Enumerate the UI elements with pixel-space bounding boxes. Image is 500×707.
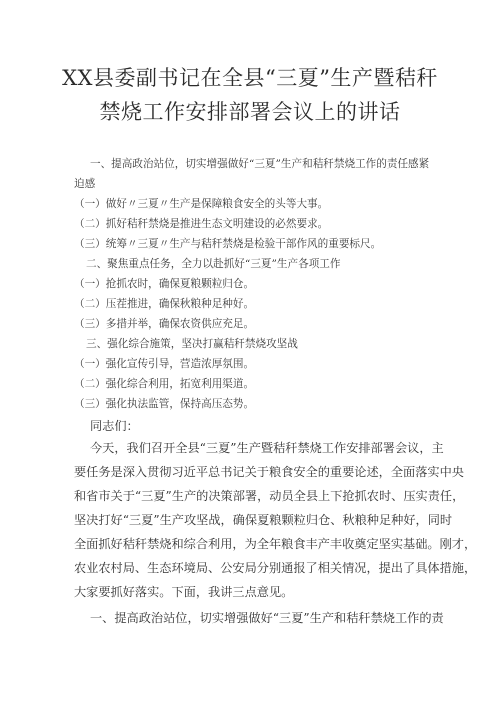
outline-item: （二）抓好秸秆禁烧是推进生态文明建设的必然要求。 xyxy=(74,218,329,230)
outline-item: （二）强化综合利用，拓宽利用渠道。 xyxy=(74,378,255,390)
paragraph-line: 要任务是深入贯彻习近平总书记关于粮食安全的重要论述，全面落实中央 xyxy=(74,465,464,479)
paragraph-line: 今天，我们召开全县“三夏”生产暨秸秆禁烧工作安排部署会议，主 xyxy=(90,441,444,455)
paragraph-line: 坚决打好“三夏”生产攻坚战，确保夏粮颗粒归仓、秋粮种足种好，同时 xyxy=(74,513,453,527)
paragraph-line: 和省市关于“三夏”生产的决策部署，动员全县上下抢抓农时、压实责任， xyxy=(74,489,465,503)
outline-item: （三）统筹〃三夏〃生产与秸秆禁烧是检验干部作风的重要标尺。 xyxy=(74,238,382,250)
salutation: 同志们： xyxy=(90,419,139,433)
outline-heading-1: 一、提高政治站位，切实增强做好“三夏”生产和秸秆禁烧工作的责任感紧 xyxy=(90,158,430,170)
paragraph-line: 大家要抓好落实。下面，我讲三点意见。 xyxy=(74,585,294,599)
section-heading-line: 一、提高政治站位，切实增强做好“三夏”生产和秸秆禁烧工作的责 xyxy=(90,611,444,625)
document-title-line-2: 禁烧工作安排部署会议上的讲话 xyxy=(99,100,401,124)
paragraph-line: 全面抓好秸秆禁烧和综合利用，为全年粮食丰产丰收奠定坚实基础。刚才， xyxy=(74,537,477,551)
outline-item: （三）强化执法监管，保持高压态势。 xyxy=(74,398,255,410)
outline-item: （一）强化宣传引导，营造浓厚氛围。 xyxy=(74,358,255,370)
outline-heading-2: 二、聚焦重点任务，全力以赴抓好“三夏”生产各项工作 xyxy=(86,258,341,270)
outline-item: （一）做好〃三夏〃生产是保障粮食安全的头等大事。 xyxy=(74,198,329,210)
document-title-line-1: XX县委副书记在全县“三夏”生产暨秸秆 xyxy=(62,66,438,90)
outline-heading-1-continued: 迫感 xyxy=(74,178,96,190)
paragraph-line: 农业农村局、生态环境局、公安局分别通报了相关情况，提出了具体措施， xyxy=(74,561,477,575)
outline-item: （二）压茬推进，确保秋粮种足种好。 xyxy=(74,298,255,310)
outline-item: （一）抢抓农时，确保夏粮颗粒归仓。 xyxy=(74,278,255,290)
outline-heading-3: 三、强化综合施策，坚决打赢秸秆禁烧攻坚战 xyxy=(86,338,298,350)
outline-item: （三）多措并举，确保农资供应充足。 xyxy=(74,318,255,330)
